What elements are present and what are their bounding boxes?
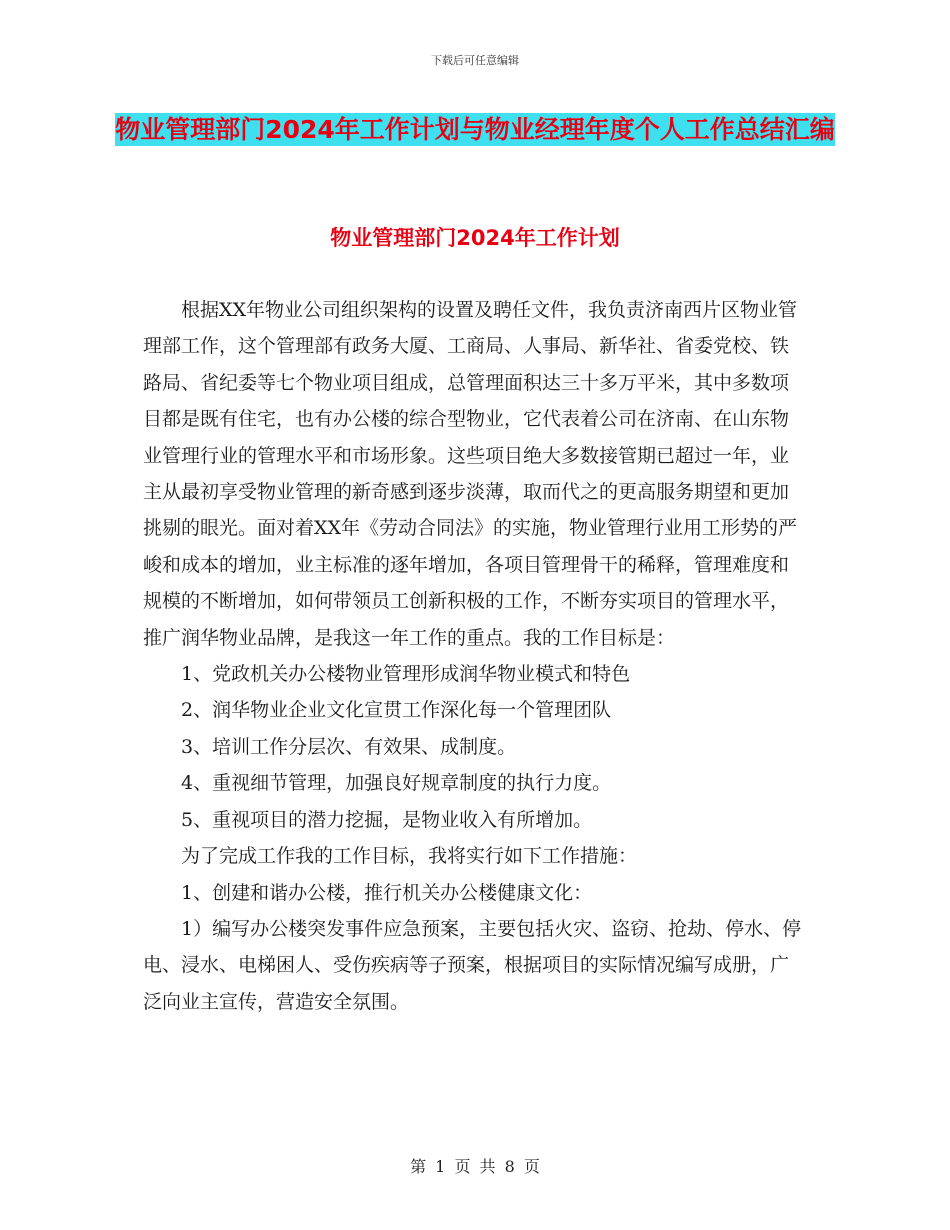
header-note: 下载后可任意编辑 — [431, 54, 519, 67]
document-title — [0, 108, 950, 152]
paragraph: 为了完成工作我的工作目标，我将实行如下工作措施： — [181, 845, 638, 868]
goal-item: 3、培训工作分层次、有效果、成制度。 — [181, 735, 517, 758]
goal-item: 1、党政机关办公楼物业管理形成润华物业模式和特色 — [181, 663, 631, 686]
document-title-text: 物业管理部门2024年工作计划与物业经理年度个人工作总结汇编 — [115, 115, 835, 144]
page-footer: 第 1 页 共 8 页 — [410, 1157, 540, 1176]
measure-subitem: 1）编写办公楼突发事件应急预案，主要包括火灾、盗窃、抢劫、停水、停电、浸水、电梯困人、受伤疾病等子预案，根据项目的实际情况编写成册，广泛向业主宣传，营造安全氛围。 — [143, 917, 802, 1013]
measure-item: 1、创建和谐办公楼，推行机关办公楼健康文化： — [181, 881, 593, 904]
section-title: 物业管理部门2024年工作计划 — [330, 226, 620, 250]
paragraph: 根据XX年物业公司组织架构的设置及聘任文件，我负责济南西片区物业管理部工作，这个管理部有政务大厦、工商局、人事局、新华社、省委党校、铁路局、省纪委等七个物业项目组成，总管理面积达三十多万平米，其中多数项目都是既有住宅，也有办公楼的综合型物业，它代表着公司在济南、在山东物业管理行业的管理水平和市场形象。这些项目绝大多数接管期已超过一年，业主从最初享受物业管理的新奇感到逐步淡薄，取而代之的更高服务期望和更加挑剔的眼光。面对着XX年《劳动合同法》的实施，物业管理行业用工形势的严峻和成本的增加，业主标准的逐年增加，各项目管理骨干的稀释，管理难度和规模的不断增加，如何带领员工创新积极的工作，不断夯实项目的管理水平，推广润华物业品牌，是我这一年工作的重点。我的工作目标是： — [143, 299, 798, 649]
body-text — [143, 292, 803, 1020]
goal-item: 4、重视细节管理，加强良好规章制度的执行力度。 — [181, 772, 612, 795]
goal-item: 2、润华物业企业文化宣贯工作深化每一个管理团队 — [181, 699, 612, 722]
goal-item: 5、重视项目的潜力挖掘，是物业收入有所增加。 — [181, 808, 593, 831]
